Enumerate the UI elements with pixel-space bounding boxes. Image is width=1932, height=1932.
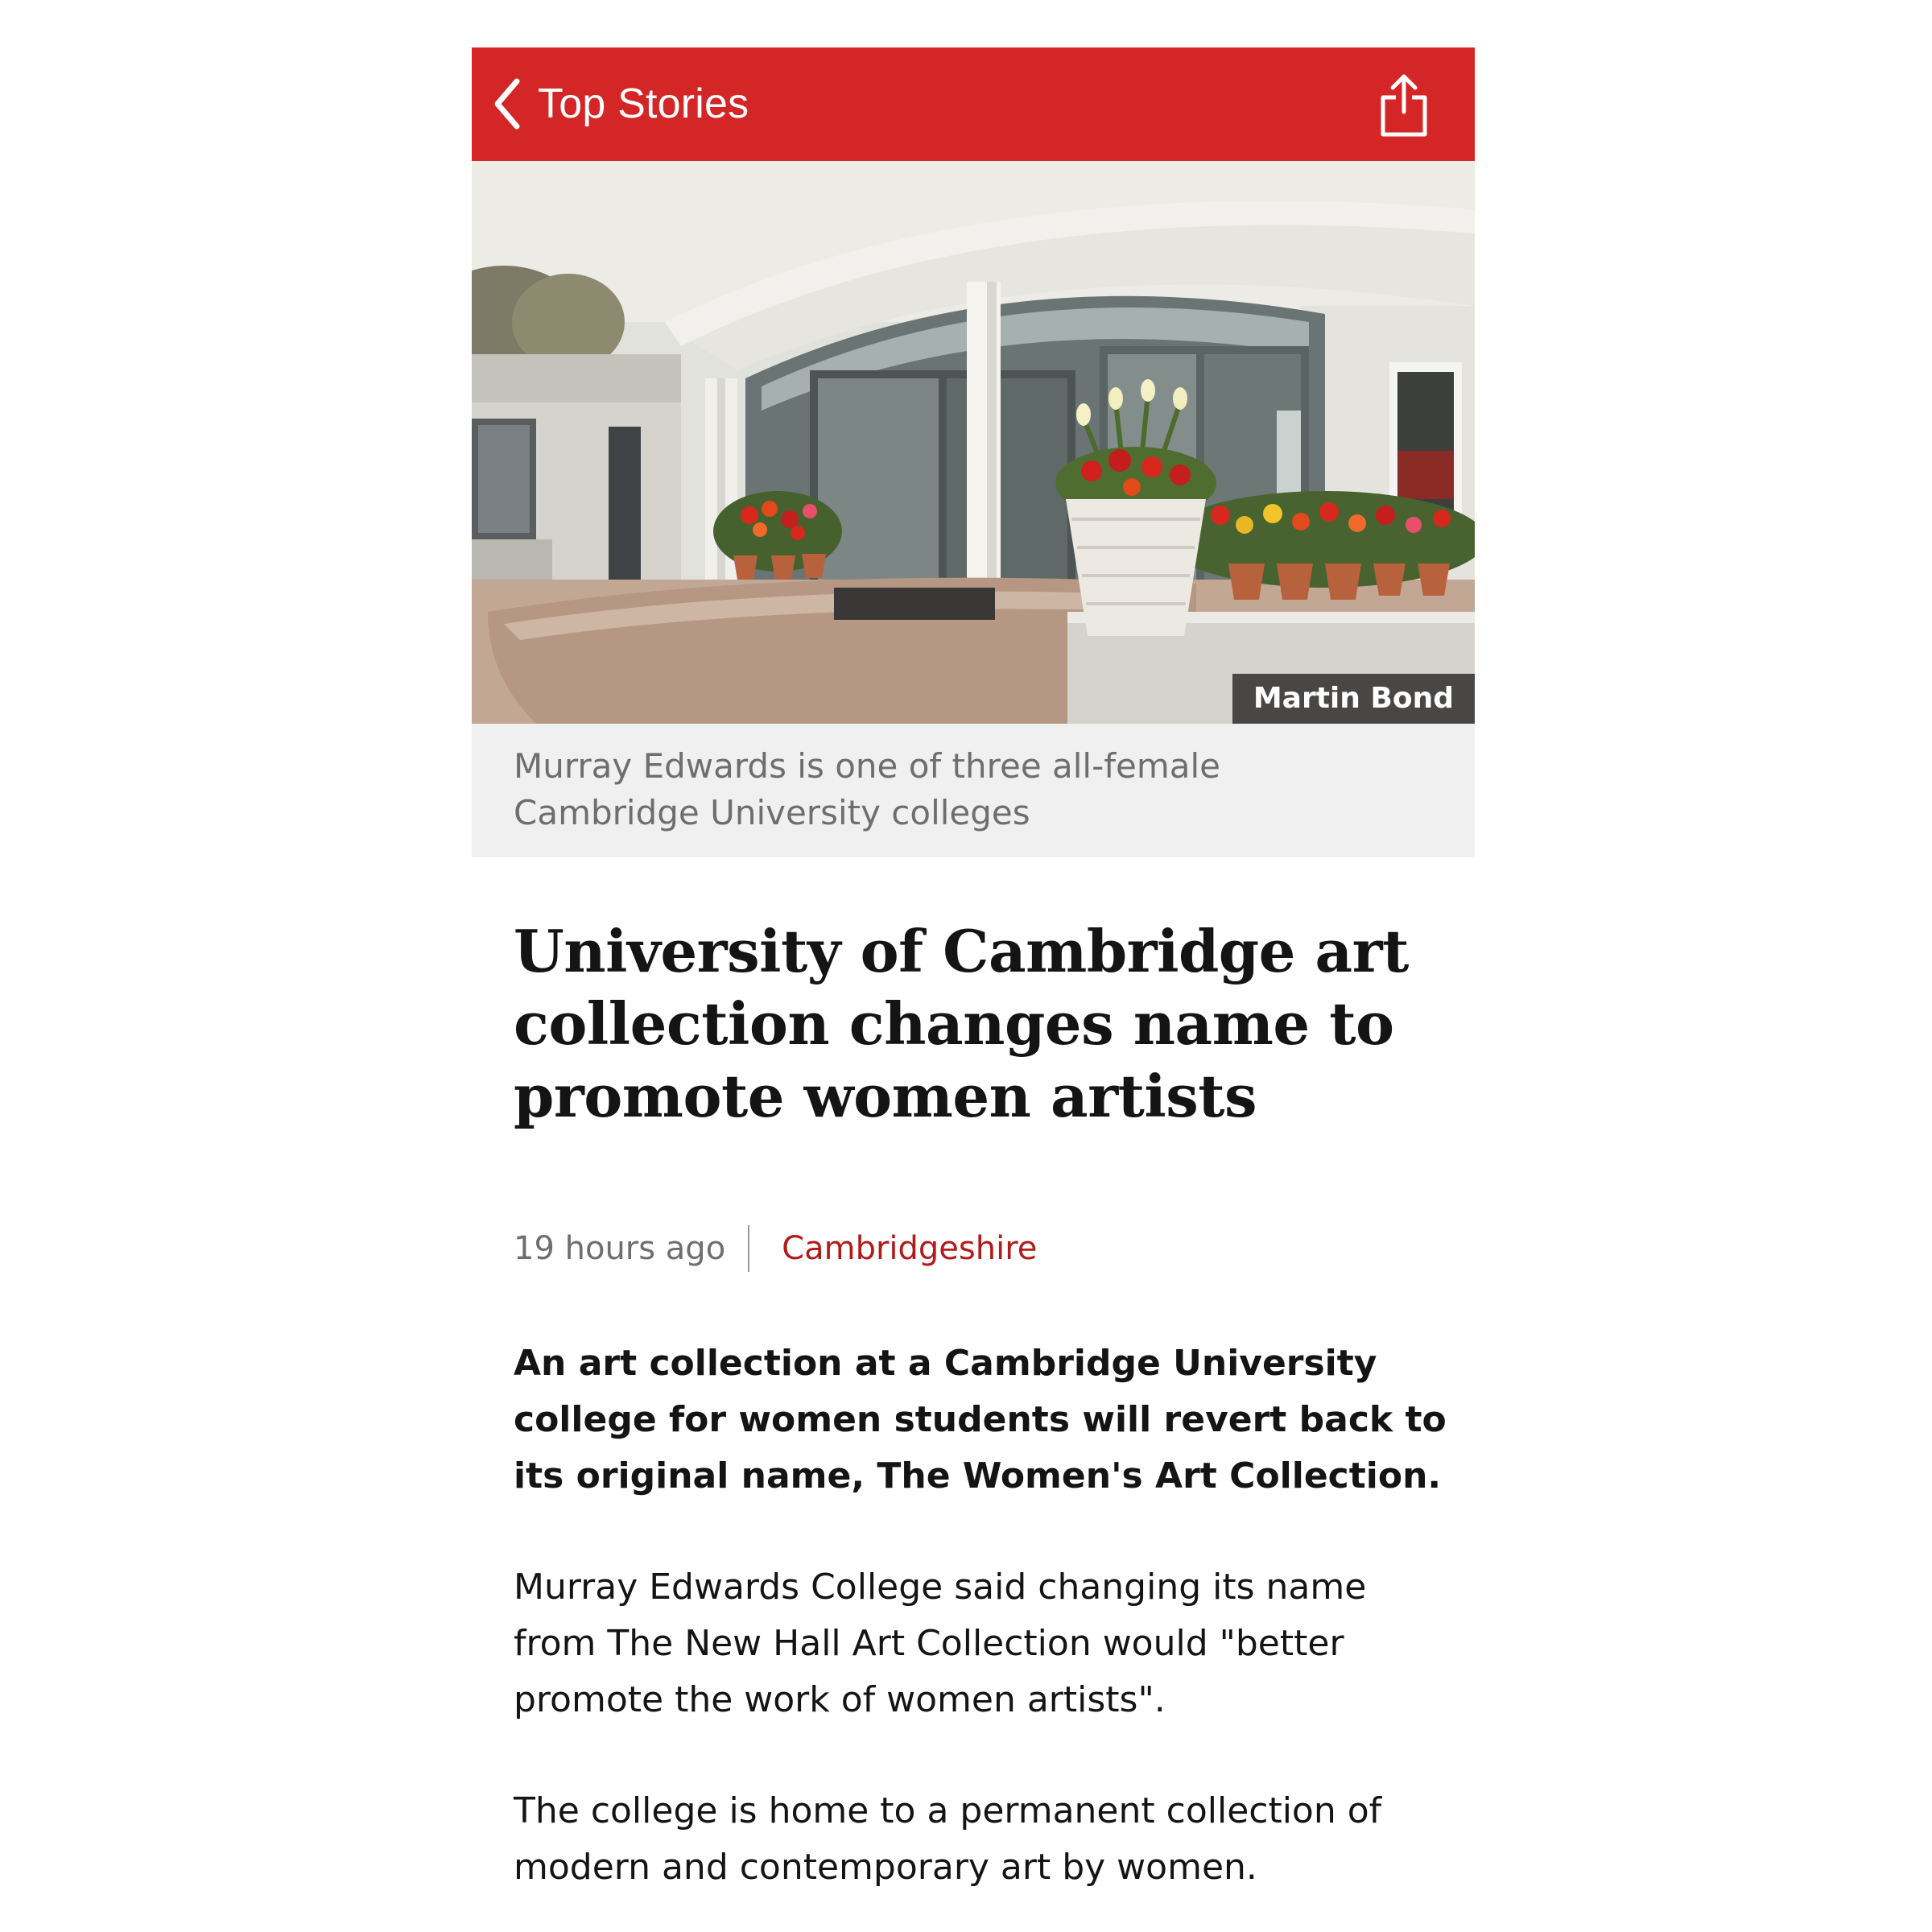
article-meta	[514, 1224, 1037, 1273]
share-icon	[1375, 72, 1433, 139]
photo-credit: Martin Bond	[1232, 674, 1475, 724]
article-screen	[472, 47, 1475, 1891]
article-timestamp: 19 hours ago	[514, 1230, 726, 1267]
back-button-label: Top Stories	[538, 80, 749, 127]
article-intro: An art collection at a Cambridge University college for women students will revert back to its original name, The Women's Art Collection.	[514, 1343, 1447, 1496]
college-entrance-photo	[472, 161, 1475, 724]
navigation-bar	[472, 47, 1475, 161]
image-caption-text: Murray Edwards is one of three all-female Cambridge University colleges	[514, 746, 1221, 832]
hero-image	[472, 161, 1475, 724]
meta-divider	[748, 1225, 749, 1272]
share-button[interactable]	[1375, 72, 1433, 139]
article-paragraph: Murray Edwards College said changing its name from The New Hall Art Collection would "better promote the work of women artists".	[514, 1567, 1367, 1720]
topic-link[interactable]: Cambridgeshire	[782, 1230, 1038, 1267]
image-caption	[472, 724, 1475, 857]
back-button[interactable]	[491, 72, 749, 136]
article-headline: University of Cambridge art collection changes name to promote women artists	[514, 917, 1409, 1130]
article-paragraph: The college is home to a permanent collection of modern and contemporary art by women.	[514, 1790, 1382, 1888]
chevron-left-icon	[491, 78, 523, 130]
